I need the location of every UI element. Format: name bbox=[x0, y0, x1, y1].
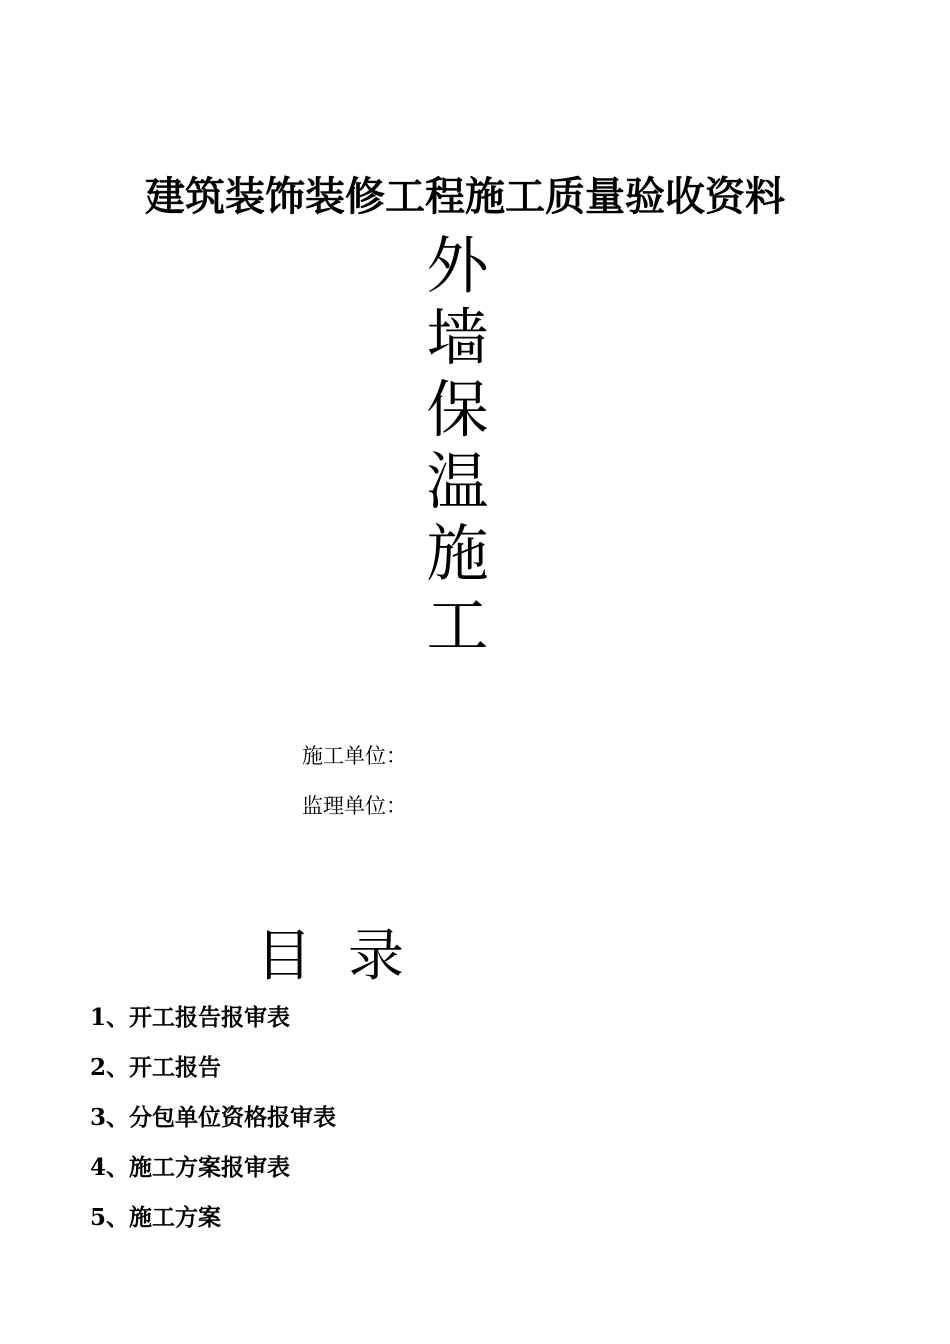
toc-item: 5、施工方案 bbox=[90, 1204, 222, 1231]
subject-char: 工 bbox=[426, 589, 489, 662]
subject-char: 墙 bbox=[426, 301, 489, 374]
document-title: 建筑装饰装修工程施工质量验收资料 bbox=[145, 173, 785, 220]
vertical-subject-title bbox=[420, 230, 495, 662]
subject-char: 施 bbox=[426, 517, 489, 590]
toc-item: 3、分包单位资格报审表 bbox=[90, 1104, 337, 1131]
subject-char: 保 bbox=[426, 373, 489, 446]
supervision-unit-label: 监理单位： bbox=[302, 794, 407, 818]
subject-char: 外 bbox=[426, 229, 489, 302]
subject-char: 温 bbox=[426, 445, 489, 518]
toc-item: 4、施工方案报审表 bbox=[90, 1154, 291, 1181]
construction-unit-label: 施工单位： bbox=[302, 744, 407, 768]
toc-item: 2、开工报告 bbox=[90, 1054, 222, 1081]
toc-item: 1、开工报告报审表 bbox=[90, 1004, 291, 1031]
toc-heading: 目录 bbox=[256, 924, 440, 989]
toc-list bbox=[90, 1000, 336, 1250]
